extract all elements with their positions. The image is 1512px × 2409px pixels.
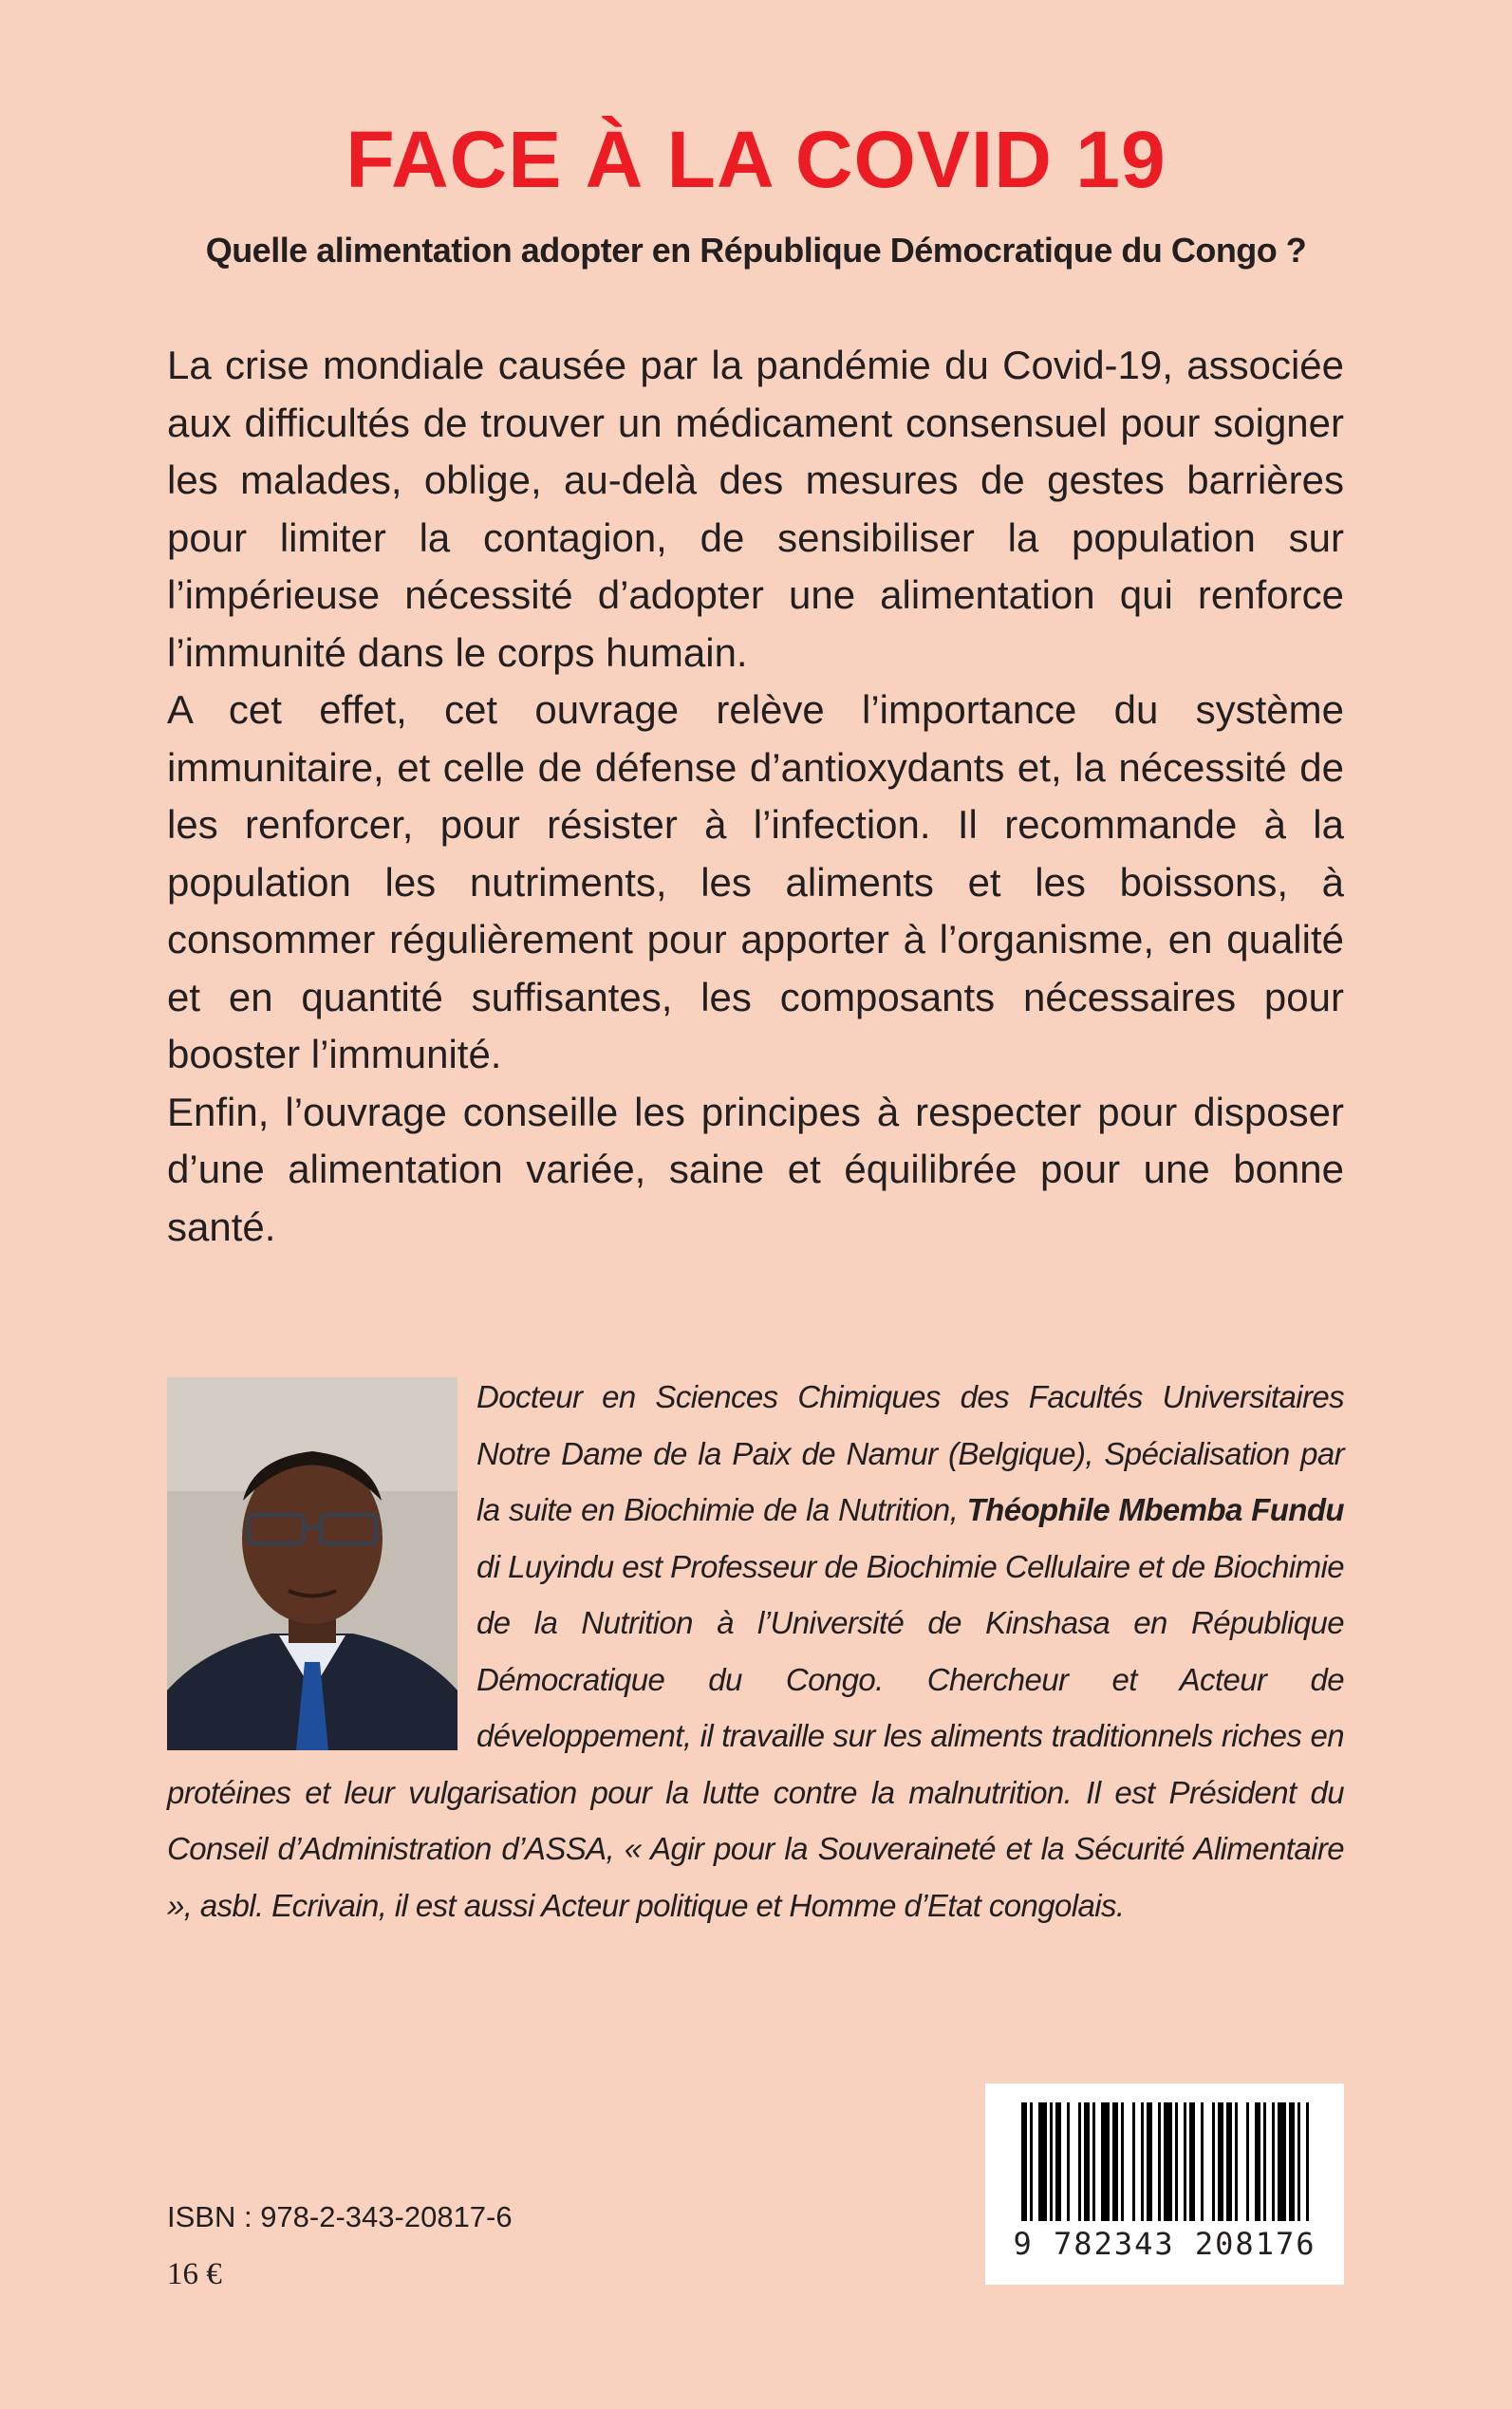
barcode-bar <box>1263 2102 1266 2221</box>
barcode-bar <box>1141 2102 1144 2221</box>
author-bio <box>167 1369 1344 1933</box>
barcode-bar <box>1067 2102 1070 2221</box>
blurb <box>167 337 1344 1256</box>
barcode-bar <box>1235 2102 1238 2221</box>
price: 16 € <box>167 2257 222 2291</box>
bio-text-start: Docteur en Sciences Chimiques des Facultés Universitaires Notre Dame de la Paix de Namur (Belgique), Spécialisation par la suite en Biochimie de la Nutrition, <box>476 1379 1344 1527</box>
blurb-paragraph-2: A cet effet, cet ouvrage relève l’importance du système immunitaire, et celle de défense d’antioxydants et, la nécessité de les renforcer, pour résister à l’infection. Il recommande à la population les nutriments, les aliments et les boissons, à consommer régulièrement pour apporter à l’organisme, en qualité et en quantité suffisantes, les composants nécessaires pour booster l’immunité. <box>167 687 1344 1076</box>
barcode-bars-icon <box>985 2083 1344 2226</box>
bio-text-end: di Luyindu est Professeur de Biochimie Cellulaire et de Biochimie de la Nutrition à l’Université de Kinshasa en République Démocratique du Congo. Chercheur et Acteur de développement, il travaille sur les aliments traditionnels riches en protéines et leur vulgarisation pour la lutte contre la malnutrition. Il est Président du Conseil d’Administration d’ASSA, « Agir pour la Souveraineté et la Sécurité Alimentaire », asbl. Ecrivain, il est aussi Acteur politique et Homme d’Etat congolais. <box>167 1548 1344 1923</box>
barcode-bar <box>1226 2102 1232 2221</box>
barcode-bar <box>1132 2102 1135 2221</box>
barcode-bar <box>1246 2102 1249 2221</box>
barcode-bar <box>1218 2102 1223 2221</box>
barcode-bar <box>1092 2102 1095 2221</box>
barcode-bar <box>1112 2102 1118 2221</box>
barcode-bar <box>1289 2102 1295 2221</box>
barcode-bar <box>1201 2102 1204 2221</box>
barcode-bar <box>1055 2102 1061 2221</box>
barcode-bar <box>1121 2102 1124 2221</box>
barcode-bar <box>1278 2102 1286 2221</box>
barcode-bar <box>1030 2102 1033 2221</box>
barcode-bar <box>1038 2102 1047 2221</box>
barcode-bar <box>1297 2102 1300 2221</box>
barcode-bar <box>1184 2102 1186 2221</box>
book-subtitle: Quelle alimentation adopter en République Démocratique du Congo ? <box>205 231 1307 270</box>
barcode-bar <box>1189 2102 1195 2221</box>
barcode-bar <box>1255 2102 1260 2221</box>
barcode-bar <box>1164 2102 1172 2221</box>
barcode-bar <box>1084 2102 1090 2221</box>
barcode-bar <box>1158 2102 1161 2221</box>
blurb-paragraph-3: Enfin, l’ouvrage conseille les principes à respecter pour disposer d’une alimentation variée, saine et équilibrée pour une bonne santé. <box>167 1089 1344 1249</box>
barcode-bar <box>1306 2102 1309 2221</box>
barcode-bar <box>1050 2102 1053 2221</box>
barcode-bar <box>1272 2102 1275 2221</box>
barcode-bar <box>1212 2102 1215 2221</box>
isbn: ISBN : 978-2-343-20817-6 <box>167 2200 513 2233</box>
barcode-bar <box>1175 2102 1178 2221</box>
blurb-paragraph-1: La crise mondiale causée par la pandémie du Covid-19, associée aux difficultés de trouver un médicament consensuel pour soigner les malades, oblige, au-delà des mesures de gestes barrières pour limiter la contagion, de sensibiliser la population sur l’impérieuse nécessité d’adopter une alimentation qui renforce l’immunité dans le corps humain. <box>167 343 1344 675</box>
barcode-bar <box>1021 2102 1027 2221</box>
barcode <box>985 2083 1344 2285</box>
barcode-number: 9 782343 208176 <box>1013 2226 1316 2262</box>
book-title: FACE À LA COVID 19 <box>345 115 1167 204</box>
barcode-bar <box>1147 2102 1152 2221</box>
barcode-bar <box>1078 2102 1081 2221</box>
author-name: Théophile Mbemba Fundu <box>966 1492 1344 1527</box>
barcode-bar <box>1101 2102 1110 2221</box>
